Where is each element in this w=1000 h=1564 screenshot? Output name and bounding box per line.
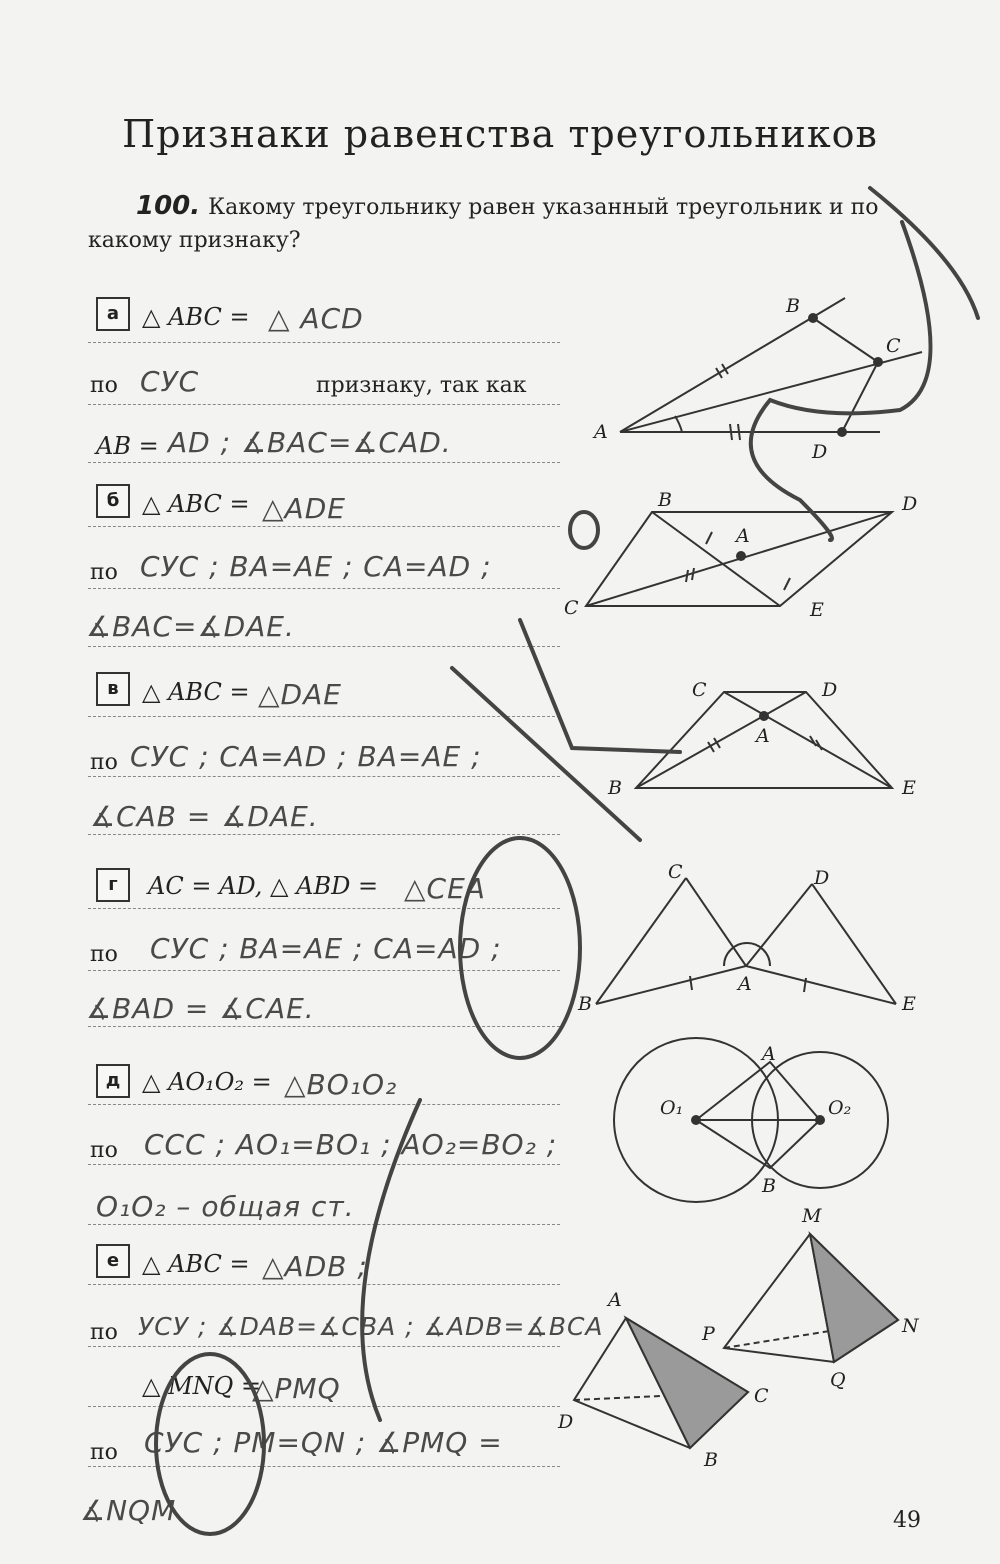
label-e-P: P bbox=[702, 1323, 715, 1345]
item-a-lead: AB = bbox=[96, 432, 159, 460]
item-a-answer: △ ACD bbox=[268, 302, 364, 335]
label-e-D: D bbox=[558, 1411, 574, 1433]
label-v-B: B bbox=[608, 777, 622, 799]
item-letter-e: е bbox=[96, 1244, 130, 1278]
label-b-D: D bbox=[902, 493, 918, 515]
item-e-statement: △ ABC = bbox=[142, 1250, 250, 1278]
label-g-D: D bbox=[814, 867, 830, 889]
page-title: Признаки равенства треугольников bbox=[122, 112, 878, 156]
label-v-E: E bbox=[902, 777, 916, 799]
label-a-C: C bbox=[886, 335, 901, 357]
item-letter-g: г bbox=[96, 868, 130, 902]
figure-d bbox=[614, 1038, 888, 1202]
item-d-statement: △ AO₁O₂ = bbox=[142, 1068, 272, 1096]
item-b-po: по bbox=[90, 560, 118, 585]
label-g-A: A bbox=[738, 973, 752, 995]
item-e-answer: △ADB ; bbox=[262, 1250, 368, 1283]
label-v-D: D bbox=[822, 679, 838, 701]
task-text: Какому треугольнику равен указанный треугольник и по какому признаку? bbox=[88, 195, 879, 253]
item-letter-d: д bbox=[96, 1064, 130, 1098]
item-v-answer: △DAE bbox=[258, 678, 342, 711]
label-v-C: C bbox=[692, 679, 707, 701]
label-v-A: A bbox=[756, 725, 770, 747]
item-e-answer-2: △PMQ bbox=[252, 1372, 341, 1405]
item-letter-b: б bbox=[96, 484, 130, 518]
label-e-C: C bbox=[754, 1385, 769, 1407]
item-v-reason: ∡CAB = ∡DAE. bbox=[90, 800, 319, 833]
item-a-statement: △ ABC = bbox=[142, 303, 250, 331]
label-a-D: D bbox=[812, 441, 828, 463]
item-g-criterion: СУС ; BA=AE ; CA=AD ; bbox=[150, 932, 502, 965]
item-d-po: по bbox=[90, 1138, 118, 1163]
label-d-O2: O₂ bbox=[828, 1097, 852, 1119]
label-e-B: B bbox=[704, 1449, 718, 1471]
label-g-E: E bbox=[902, 993, 916, 1015]
label-d-A: A bbox=[762, 1043, 776, 1065]
item-g-answer: △CEA bbox=[404, 872, 486, 905]
item-a-tail: признаку, так как bbox=[316, 373, 527, 398]
task-number: 100. bbox=[136, 191, 201, 221]
label-b-B: B bbox=[658, 489, 672, 511]
item-g-statement: AC = AD, △ ABD = bbox=[148, 872, 379, 900]
label-e-N: N bbox=[902, 1315, 919, 1337]
label-d-B: B bbox=[762, 1175, 776, 1197]
page-number: 49 bbox=[893, 1508, 921, 1533]
item-d-criterion: ССС ; AO₁=BO₁ ; AO₂=BO₂ ; bbox=[144, 1128, 558, 1161]
item-e-po-2: по bbox=[90, 1440, 118, 1465]
item-b-reason: ∡BAC=∡DAE. bbox=[86, 610, 295, 643]
label-g-C: C bbox=[668, 861, 683, 883]
item-g-po: по bbox=[90, 942, 118, 967]
item-e-reason-2: ∡NQM bbox=[80, 1494, 177, 1527]
label-a-B: B bbox=[786, 295, 800, 317]
item-v-statement: △ ABC = bbox=[142, 678, 250, 706]
label-b-C: C bbox=[564, 597, 579, 619]
figure-a bbox=[620, 298, 922, 440]
label-b-A: A bbox=[736, 525, 750, 547]
item-letter-a: а bbox=[96, 297, 130, 331]
item-d-answer: △BO₁O₂ bbox=[284, 1068, 398, 1101]
item-e-criterion-2: СУС ; PM=QN ; ∡PMQ = bbox=[144, 1426, 503, 1459]
item-g-reason: ∡BAD = ∡CAE. bbox=[86, 992, 315, 1025]
label-b-E: E bbox=[810, 599, 824, 621]
item-d-reason: O₁O₂ – общая ст. bbox=[96, 1190, 355, 1223]
item-v-criterion: СУС ; CA=AD ; BA=AE ; bbox=[130, 740, 482, 773]
item-e-po: по bbox=[90, 1320, 118, 1345]
item-b-statement: △ ABC = bbox=[142, 490, 250, 518]
item-a-criterion: СУС bbox=[140, 365, 200, 398]
item-e-statement-2: △ MNQ = bbox=[142, 1372, 262, 1400]
item-letter-v: в bbox=[96, 672, 130, 706]
label-d-O1: O₁ bbox=[660, 1097, 684, 1119]
label-a-A: A bbox=[594, 421, 608, 443]
label-e-A: A bbox=[608, 1289, 622, 1311]
figure-e bbox=[574, 1234, 898, 1448]
label-e-Q: Q bbox=[830, 1369, 846, 1391]
item-a-reason: AD ; ∡BAC=∡CAD. bbox=[168, 426, 452, 459]
label-e-M: M bbox=[802, 1205, 822, 1227]
item-a-po: по bbox=[90, 373, 118, 398]
item-b-answer: △ADE bbox=[262, 492, 346, 525]
label-g-B: B bbox=[578, 993, 592, 1015]
item-v-po: по bbox=[90, 750, 118, 775]
item-b-criterion: СУС ; BA=AE ; CA=AD ; bbox=[140, 550, 492, 583]
item-e-criterion: УСУ ; ∡DAB=∡CBA ; ∡ADB=∡BCA bbox=[138, 1312, 604, 1341]
